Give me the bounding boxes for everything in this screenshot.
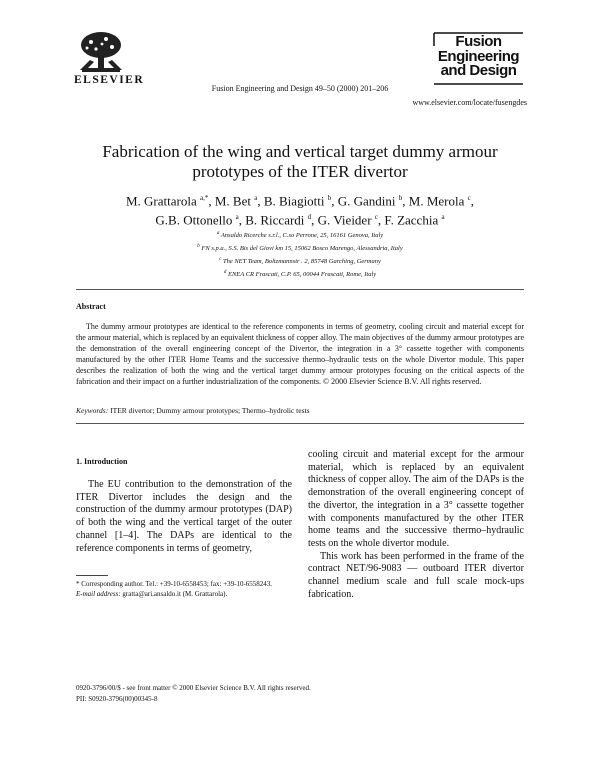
- affiliation-list: [60, 228, 540, 281]
- email-label: E-mail address:: [76, 590, 121, 598]
- affiliation-text: FN s.p.a., S.S. Bis del Giovi km 15, 15062 Bosco Marengo, Alessandria, Italy: [201, 245, 403, 253]
- section-heading: 1. Introduction: [76, 457, 128, 466]
- divider-top: [76, 289, 524, 290]
- pii-line: PII: S0920-3796(00)00345-8: [76, 695, 158, 703]
- right-column: [308, 449, 524, 601]
- affiliation-item: [60, 241, 540, 254]
- author-line-1: M. Grattarola $^{a,*}$, M. Bet $^a$, B. Biagiotti $^b$, G. Gandini $^b$, M. Merola $^c$,: [125, 193, 475, 209]
- author-name: B. Biagiotti: [263, 193, 325, 209]
- keywords-label: Keywords:: [76, 406, 109, 415]
- body-paragraph: cooling circuit and material except for the armour material, which is replaced by an equivalent thickness of copper alloy. The aim of the DAPs is the demonstration of the overall engineering concept of the divertor, the integration in a 3° cassette together with components manufactured by the other ITER home teams and the successive thermo–hydraulic tests on the whole divertor module.: [308, 449, 524, 549]
- footnote: [76, 579, 292, 599]
- title-line-1: Fabrication of the wing and vertical target dummy armour: [102, 142, 498, 161]
- journal-logo: [433, 35, 524, 79]
- author-affil-mark: b: [398, 194, 403, 202]
- affiliation-text: The NET Team, Boltzmannstr . 2, 85748 Garching, Germany: [222, 258, 381, 266]
- paper-title: [60, 142, 540, 182]
- affiliation-item: [60, 267, 540, 280]
- elsevier-tree-logo: [76, 30, 126, 74]
- journal-citation: Fusion Engineering and Design 49–50 (2000) 201–206: [211, 84, 389, 93]
- copyright-info: [76, 683, 311, 705]
- affiliation-mark: b: [197, 244, 200, 250]
- author-name: G. Gandini: [337, 193, 396, 209]
- author-affil-mark: b: [327, 194, 332, 202]
- corresponding-author: * Corresponding author. Tel.: +39-10-6558453; fax: +39-10-6558243.: [76, 580, 273, 588]
- divider-bottom: [76, 423, 524, 424]
- author-list: [60, 190, 540, 229]
- keywords-text: ITER divertor; Dummy armour prototypes; Thermo–hydrolic tests: [110, 406, 310, 415]
- affiliation-mark: a: [216, 231, 220, 236]
- affiliation-mark: d: [223, 270, 227, 276]
- journal-url[interactable]: www.elsevier.com/locate/fusengdes: [412, 98, 527, 107]
- author-affil-mark: a: [235, 213, 239, 222]
- affiliation-item: [60, 254, 540, 267]
- publisher-name: ELSEVIER: [74, 74, 145, 86]
- journal-logo-line-2: Engineering: [437, 47, 520, 65]
- author-name: B. Riccardi: [245, 212, 305, 228]
- title-line-2: prototypes of the ITER divertor: [192, 162, 408, 181]
- journal-logo-line-3: and Design: [440, 62, 517, 79]
- keywords: [76, 406, 524, 415]
- author-name: G.B. Ottonello: [155, 212, 233, 228]
- author-affil-mark: c: [374, 213, 378, 222]
- author-affil-mark: c: [467, 194, 471, 202]
- email-line: [76, 589, 292, 599]
- body-paragraph: This work has been performed in the frame of the contract NET/96-9083 — outboard ITER divertor channel medium scale and full scale mock-ups fabrication.: [308, 550, 524, 600]
- author-line-2: G.B. Ottonello $^a$, B. Riccardi $^d$, G. Vieider $^c$, F. Zacchia $^a$: [155, 212, 445, 228]
- author-affil-mark: a,*: [200, 194, 209, 202]
- author-name: G. Vieider: [317, 212, 372, 228]
- affiliation-item: [60, 228, 540, 241]
- affiliation-text: ENEA CR Frascati, C.P. 65, 00044 Frascati, Rome, Italy: [227, 271, 377, 279]
- body-paragraph: The EU contribution to the demonstration of the ITER Divertor includes the design and the construction of the dummy armour prototypes (DAP) of both the wing and the vertical target of the outer channel [1–4]. The DAPs are identical to the reference components in terms of geometry,: [76, 479, 292, 554]
- affiliation-text: Ansaldo Ricerche s.r.l., C.so Perrone, 25, 16161 Genova, Italy: [220, 232, 384, 240]
- author-affil-mark: a: [254, 194, 258, 202]
- author-name: M. Grattarola: [125, 193, 197, 209]
- author-name: F. Zacchia: [384, 212, 439, 228]
- author-name: M. Merola: [408, 193, 465, 209]
- abstract-heading: Abstract: [76, 302, 106, 311]
- footnote-rule: [76, 575, 108, 576]
- email-address[interactable]: gratta@ari.ansaldo.it (M. Grattarola).: [122, 590, 228, 598]
- front-matter-line: 0920-3796/00/$ - see front matter © 2000 Elsevier Science B.V. All rights reserved.: [76, 684, 311, 692]
- journal-logo-line-1: Fusion: [455, 33, 502, 50]
- author-name: M. Bet: [214, 193, 251, 209]
- left-column: [76, 479, 292, 555]
- author-affil-mark: a: [441, 213, 445, 222]
- author-affil-mark: d: [307, 213, 312, 222]
- abstract-body: The dummy armour prototypes are identical to the reference components in terms of geometry, cooling circuit and material except for the armour material, which is replaced by an equivalent thickness of copper alloy. The main objectives of the dummy armour prototypes are the demonstration of the overall engineering concept of the Divertor, the integration in a 3° cassette together with components manufactured by the other ITER Home Teams and the successive thermo–hydraulic tests on the whole Divertor module. This paper describes the realization of both the wing and the vertical target dummy armour prototypes focusing on the critical aspects of the fabrication and their impact on a further industrialization of the components. © 2000 Elsevier Science B.V. All rights reserved.: [76, 322, 524, 386]
- affiliation-mark: c: [219, 257, 222, 263]
